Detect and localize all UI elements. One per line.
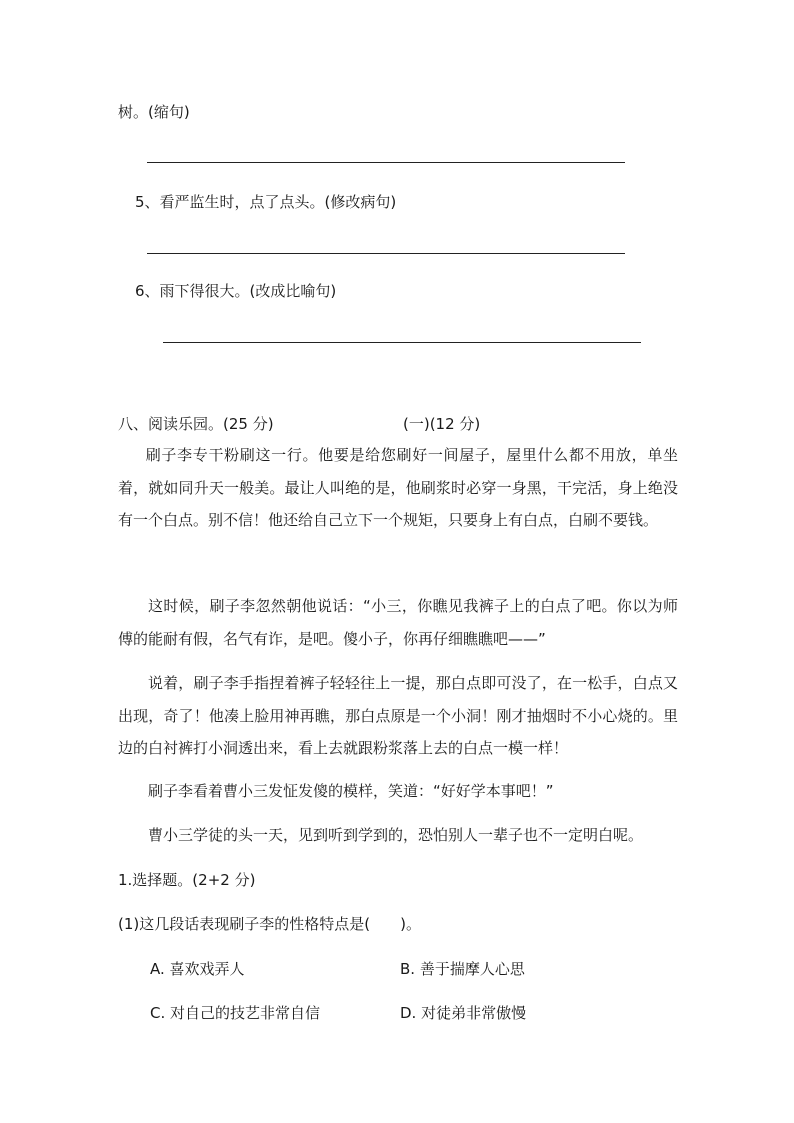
answer-line	[147, 253, 625, 254]
question-5: 5、看严监生时，点了点头。(修改病句)	[135, 193, 397, 211]
section-title: 八、阅读乐园。(25 分)	[118, 415, 274, 433]
answer-line	[163, 342, 641, 343]
part-title: (一)(12 分)	[403, 415, 481, 433]
question-1-1: (1)这几段话表现刷子李的性格特点是( )。	[118, 915, 421, 933]
question-6: 6、雨下得很大。(改成比喻句)	[135, 282, 337, 300]
question-1-title: 1.选择题。(2+2 分)	[118, 871, 256, 889]
reading-paragraph-4: 刷子李看着曹小三发怔发傻的模样，笑道：“好好学本事吧！”	[148, 782, 554, 800]
reading-paragraph-5: 曹小三学徒的头一天，见到听到学到的，恐怕别人一辈子也不一定明白呢。	[148, 826, 644, 844]
option-a: A. 喜欢戏弄人	[150, 960, 245, 978]
reading-paragraph-2: 这时候，刷子李忽然朝他说话：“小三，你瞧见我裤子上的白点了吧。你以为师傅的能耐有假，名气有诈，是吧。傻小子，你再仔细瞧瞧吧——”	[118, 597, 678, 648]
option-b: B. 善于揣摩人心思	[400, 960, 525, 978]
shorten-sentence-continuation: 树。(缩句)	[118, 103, 190, 121]
reading-paragraph-1: 刷子李专干粉刷这一行。他要是给您刷好一间屋子，屋里什么都不用放，单坐着，就如同升天一般美。最让人叫绝的是，他刷浆时必穿一身黑，干完活，身上绝没有一个白点。别不信！他还给自己立下一个规矩，只要身上有白点，白刷不要钱。	[118, 446, 678, 529]
option-c: C. 对自己的技艺非常自信	[150, 1004, 321, 1022]
reading-paragraph-3: 说着，刷子李手指捏着裤子轻轻往上一提，那白点即可没了，在一松手，白点又出现，奇了！他凑上脸用神再瞧，那白点原是一个小洞！刚才抽烟时不小心烧的。里边的白衬裤打小洞透出来，看上去就跟粉浆落上去的白点一模一样！	[118, 674, 678, 757]
answer-line	[147, 162, 625, 163]
option-d: D. 对徒弟非常傲慢	[400, 1004, 527, 1022]
